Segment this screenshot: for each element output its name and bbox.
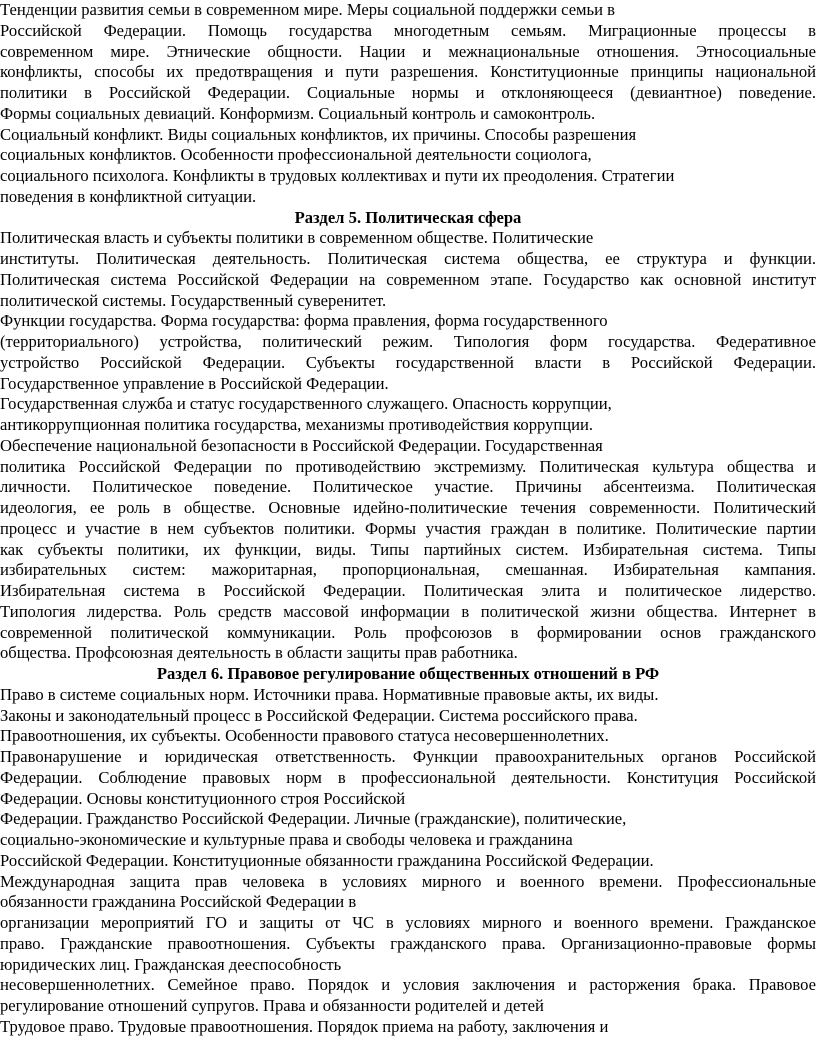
text-line: регулирование отношений супругов. Права и обязанности родителей и детей bbox=[0, 996, 544, 1015]
text-line: социальных конфликтов. Особенности профессиональной деятельности социолога, bbox=[0, 145, 592, 165]
text-line: современной политической коммуникации. Роль профсоюзов в формировании основ гражданского bbox=[0, 622, 816, 642]
text-line: личности. Политическое поведение. Политическое участие. Причины абсентеизма. Политическая bbox=[0, 477, 816, 497]
text-line: процесс и участие в нем субъектов политики. Формы участия граждан в политике. Политические партии bbox=[0, 518, 816, 538]
text-line: политика Российской Федерации по противодействию экстремизму. Политическая культура общества и bbox=[0, 456, 816, 476]
text-line: право. Гражданские правоотношения. Субъекты гражданского права. Организационно-правовые формы bbox=[0, 933, 816, 953]
text-line: Российской Федерации. Конституционные обязанности гражданина Российской Федерации. bbox=[0, 850, 654, 870]
text-line: Функции государства. Форма государства: форма правления, форма государственного bbox=[0, 311, 608, 331]
text-line: политики в Российской Федерации. Социальные нормы и отклоняющееся (девиантное) поведение. bbox=[0, 83, 816, 102]
text-line: обязанности гражданина Российской Федерации в bbox=[0, 892, 357, 912]
text-line: Избирательная система в Российской Федерации. Политическая элита и политическое лидерство. bbox=[0, 581, 816, 600]
text-line: Государственное управление в Российской Федерации. bbox=[0, 373, 389, 393]
text-line: организации мероприятий ГО и защиты от ЧС в условиях мирного и военного времени. Гражданское bbox=[0, 913, 816, 932]
text-line: Социальный конфликт. Виды социальных конфликтов, их причины. Способы разрешения bbox=[0, 124, 637, 144]
text-line: Федерации. Соблюдение правовых норм в профессиональной деятельности. Конституция Российской bbox=[0, 767, 816, 787]
text-line: социально-экономические и культурные права и свободы человека и гражданина bbox=[0, 830, 573, 849]
section-heading: Раздел 6. Правовое регулирование общественных отношений в РФ bbox=[156, 664, 660, 683]
text-line: Обеспечение национальной безопасности в Российской Федерации. Государственная bbox=[0, 435, 603, 455]
text-line: Федерации. Основы конституционного строя Российской bbox=[0, 788, 406, 808]
text-line: Политическая власть и субъекты политики в современном обществе. Политические bbox=[0, 228, 594, 248]
text-line: идеология, ее роль в обществе. Основные идейно-политические течения современности. Политический bbox=[0, 498, 816, 517]
text-line: социального психолога. Конфликты в трудовых коллективах и пути их преодоления. Стратегии bbox=[0, 166, 675, 185]
text-line: конфликты, способы их предотвращения и пути разрешения. Конституционные принципы национальной bbox=[0, 62, 816, 82]
text-line: Правоотношения, их субъекты. Особенности правового статуса несовершеннолетних. bbox=[0, 726, 609, 746]
text-line: избирательных систем: мажоритарная, пропорциональная, смешанная. Избирательная кампания. bbox=[0, 560, 816, 580]
text-line: Правонарушение и юридическая ответственность. Функции правоохранительных органов Российской bbox=[0, 747, 816, 766]
text-line: Право в системе социальных норм. Источники права. Нормативные правовые акты, их виды. bbox=[0, 684, 659, 704]
text-line: Тенденции развития семьи в современном мире. Меры социальной поддержки семьи в bbox=[0, 0, 615, 19]
text-line: Российской Федерации. Помощь государства многодетным семьям. Миграционные процессы в bbox=[0, 20, 816, 40]
text-line: Федерации. Гражданство Российской Федерации. Личные (гражданские), политические, bbox=[0, 809, 627, 829]
text-line: Типология лидерства. Роль средств массовой информации в политической жизни общества. Интернет в bbox=[0, 601, 816, 621]
text-line: Формы социальных девиаций. Конформизм. Социальный контроль и самоконтроль. bbox=[0, 103, 596, 123]
text-line: устройство Российской Федерации. Субъекты государственной власти в Российской Федерации. bbox=[0, 352, 816, 372]
text-line: несовершеннолетних. Семейное право. Порядок и условия заключения и расторжения брака. Правовое bbox=[0, 975, 816, 995]
text-line: поведения в конфликтной ситуации. bbox=[0, 186, 257, 206]
text-line: юридических лиц. Гражданская дееспособность bbox=[0, 954, 342, 974]
text-line: Государственная служба и статус государственного служащего. Опасность коррупции, bbox=[0, 394, 612, 414]
text-line: политической системы. Государственный суверенитет. bbox=[0, 290, 387, 310]
text-line: Законы и законодательный процесс в Российской Федерации. Система российского права. bbox=[0, 705, 638, 725]
text-line: как субъекты политики, их функции, виды. Типы партийных систем. Избирательная система. Типы bbox=[0, 539, 816, 559]
text-line: Трудовое право. Трудовые правоотношения. Порядок приема на работу, заключения и bbox=[0, 1016, 609, 1036]
text-line: общества. Профсоюзная деятельность в области защиты прав работника. bbox=[0, 643, 518, 663]
text-line: Политическая система Российской Федерации на современном этапе. Государство как основной институт bbox=[0, 269, 816, 289]
text-line: современном мире. Этнические общности. Нации и межнациональные отношения. Этносоциальные bbox=[0, 41, 816, 61]
text-line: (территориального) устройства, политический режим. Типология форм государства. Федеративное bbox=[0, 332, 816, 351]
text-line: антикоррупционная политика государства, механизмы противодействия коррупции. bbox=[0, 415, 594, 434]
text-line: Международная защита прав человека в условиях мирного и военного времени. Профессиональные bbox=[0, 871, 816, 891]
text-line: институты. Политическая деятельность. Политическая система общества, ее структура и функции. bbox=[0, 249, 816, 268]
section-heading: Раздел 5. Политическая сфера bbox=[294, 207, 522, 227]
